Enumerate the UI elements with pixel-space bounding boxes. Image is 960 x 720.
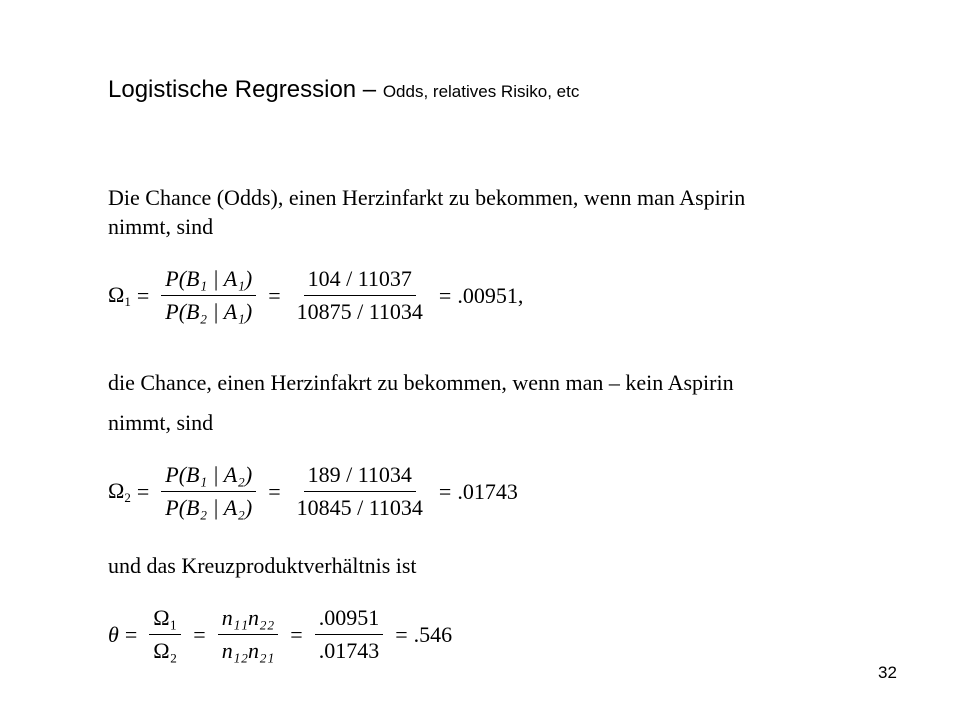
- omega-1-symbol: $\Omega_1$: [108, 281, 131, 309]
- result-value: .546: [413, 621, 453, 647]
- fraction-denominator: .01743: [318, 638, 380, 663]
- equals-sign: =: [290, 621, 303, 647]
- page-number: 32: [878, 663, 897, 682]
- equation-theta: [108, 605, 452, 664]
- paragraph-3-line-1: und das Kreuzproduktverhältnis ist: [108, 553, 417, 578]
- paragraph-1-line-2: nimmt, sind: [108, 214, 214, 239]
- equals-sign: =: [124, 621, 138, 647]
- slide-title: [108, 76, 579, 104]
- fraction-numerator: 104 / 11037: [304, 266, 416, 296]
- fraction-omega: [149, 605, 181, 664]
- equals-sign: =: [136, 478, 150, 504]
- result-value: .00951,: [457, 282, 524, 308]
- title-main: Logistische Regression –: [108, 76, 383, 103]
- equals-sign: =: [438, 478, 452, 504]
- fraction-numerator: P(B₁ | A₁): [161, 266, 256, 296]
- fraction-counts: [293, 462, 427, 521]
- equals-sign: =: [268, 478, 281, 504]
- fraction-cell-counts: [218, 605, 279, 664]
- title-subtitle: Odds, relatives Risiko, etc: [382, 82, 580, 101]
- equation-omega-2: [108, 462, 518, 521]
- fraction-probability: [161, 462, 256, 521]
- fraction-counts: [293, 266, 427, 325]
- paragraph-2-line-1: die Chance, einen Herzinfakrt zu bekommen, wenn man – kein Aspirin: [108, 370, 734, 395]
- fraction-probability: [161, 266, 256, 325]
- equals-sign: =: [268, 282, 281, 308]
- paragraph-2-line-2: nimmt, sind: [108, 410, 214, 435]
- equation-omega-1: [108, 266, 523, 325]
- fraction-numerator: Ω₁: [149, 605, 181, 635]
- fraction-numerator: .00951: [315, 605, 384, 635]
- fraction-denominator: P(B₂ | A₁): [165, 299, 253, 324]
- equals-sign: =: [136, 282, 150, 308]
- equals-sign: =: [438, 282, 452, 308]
- omega-2-symbol: $\Omega_2$: [108, 477, 131, 505]
- theta-symbol: θ: [108, 621, 119, 647]
- fraction-denominator: 10845 / 11034: [296, 495, 423, 520]
- fraction-denominator: P(B₂ | A₂): [165, 495, 253, 520]
- equals-sign: =: [193, 621, 206, 647]
- fraction-values: [315, 605, 384, 664]
- fraction-numerator: n₁₁n₂₂: [218, 605, 279, 635]
- fraction-denominator: n₁₂n₂₁: [221, 638, 275, 663]
- fraction-numerator: P(B₁ | A₂): [161, 462, 256, 492]
- paragraph-1-line-1: Die Chance (Odds), einen Herzinfarkt zu bekommen, wenn man Aspirin: [108, 185, 746, 210]
- fraction-denominator: Ω₂: [153, 638, 178, 663]
- fraction-denominator: 10875 / 11034: [296, 299, 423, 324]
- result-value: .01743: [457, 478, 518, 504]
- equals-sign: =: [395, 621, 408, 647]
- fraction-numerator: 189 / 11034: [304, 462, 416, 492]
